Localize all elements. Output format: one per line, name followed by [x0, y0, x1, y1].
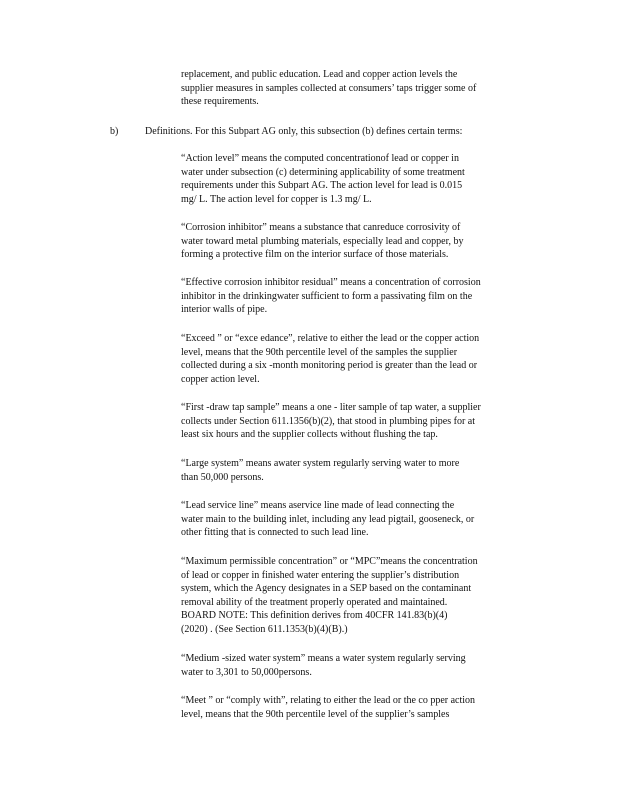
text-line: copper action level. [181, 373, 260, 385]
text-line: “Action level” means the computed concentrationof lead or copper in [181, 153, 459, 164]
text-line: system, which the Agency designates in a SEP based on the contaminant [181, 583, 472, 594]
definition-effective-residual [181, 276, 538, 317]
text-line: “Medium -sized water system” means a water system regularly serving [181, 653, 466, 664]
text-line: least six hours and the supplier collects without flushing the tap. [181, 429, 438, 440]
definition-lead-service-line [181, 499, 538, 540]
section-title: Definitions. For this Subpart AG only, this subsection (b) defines certain terms: [145, 126, 463, 137]
text-line: replacement, and public education. Lead and copper action levels the [181, 69, 458, 80]
text-line: than 50,000 persons. [181, 471, 264, 483]
text-line: level, means that the 90th percentile level of the samples the supplier [181, 346, 458, 358]
section-label: b) [110, 126, 119, 137]
definition-large-system [181, 457, 538, 484]
definition-mpc [181, 555, 538, 636]
text-line: “Lead service line” means aservice line made of lead connecting the [181, 500, 455, 511]
text-line: water toward metal plumbing materials, especially lead and copper, by [181, 235, 464, 247]
text-line: forming a protective film on the interior surface of those materials. [181, 249, 449, 260]
text-line: “Corrosion inhibitor” means a substance that canreduce corrosivity of [181, 222, 461, 233]
text-line: water under subsection (c) determining applicability of some treatment [181, 166, 465, 178]
text-line: (2020) . (See Section 611.1353(b)(4)(B).) [181, 623, 348, 635]
text-line: water main to the building inlet, including any lead pigtail, gooseneck, or [181, 513, 475, 525]
text-line: these requirements. [181, 96, 259, 107]
text-line: supplier measures in samples collected at consumers’ taps trigger some of [181, 82, 477, 94]
definition-action-level [181, 152, 538, 206]
text-line: interior walls of pipe. [181, 304, 268, 315]
text-line: “Exceed ” or “exce edance”, relative to either the lead or the copper action [181, 333, 480, 344]
text-line: removal ability of the treatment properly operated and maintained. [181, 596, 448, 608]
text-line: water to 3,301 to 50,000persons. [181, 666, 312, 678]
text-line: other fitting that is connected to such lead line. [181, 527, 369, 538]
definition-medium-system [181, 652, 538, 679]
definition-first-draw [181, 401, 538, 442]
definition-meet [181, 694, 538, 721]
text-line: requirements under this Subpart AG. The action level for lead is 0.015 [181, 180, 463, 191]
definition-corrosion-inhibitor [181, 221, 538, 262]
text-line: “Maximum permissible concentration” or “MPC”means the concentration [181, 556, 478, 567]
text-line: “Meet ” or “comply with”, relating to either the lead or the co pper action [181, 695, 476, 706]
text-line: level, means that the 90th percentile level of the supplier’s samples [181, 708, 450, 720]
text-line: “First -draw tap sample” means a one - liter sample of tap water, a supplier [181, 402, 481, 413]
text-line: of lead or copper in finished water entering the supplier’s distribution [181, 569, 460, 581]
text-line: “Large system” means awater system regularly serving water to more [181, 458, 460, 469]
text-line: “Effective corrosion inhibitor residual” means a concentration of corrosion [181, 277, 481, 288]
text-line: inhibitor in the drinkingwater sufficient to form a passivating film on the [181, 290, 473, 302]
text-line: mg/ L. The action level for copper is 1.3 mg/ L. [181, 193, 372, 205]
text-line: collects under Section 611.1356(b)(2), that stood in plumbing pipes for at [181, 415, 476, 427]
paragraph-intro [181, 68, 538, 109]
text-line: BOARD NOTE: This definition derives from 40CFR 141.83(b)(4) [181, 610, 448, 621]
definition-exceed [181, 332, 538, 386]
text-line: collected during a six -month monitoring period is greater than the lead or [181, 360, 478, 371]
